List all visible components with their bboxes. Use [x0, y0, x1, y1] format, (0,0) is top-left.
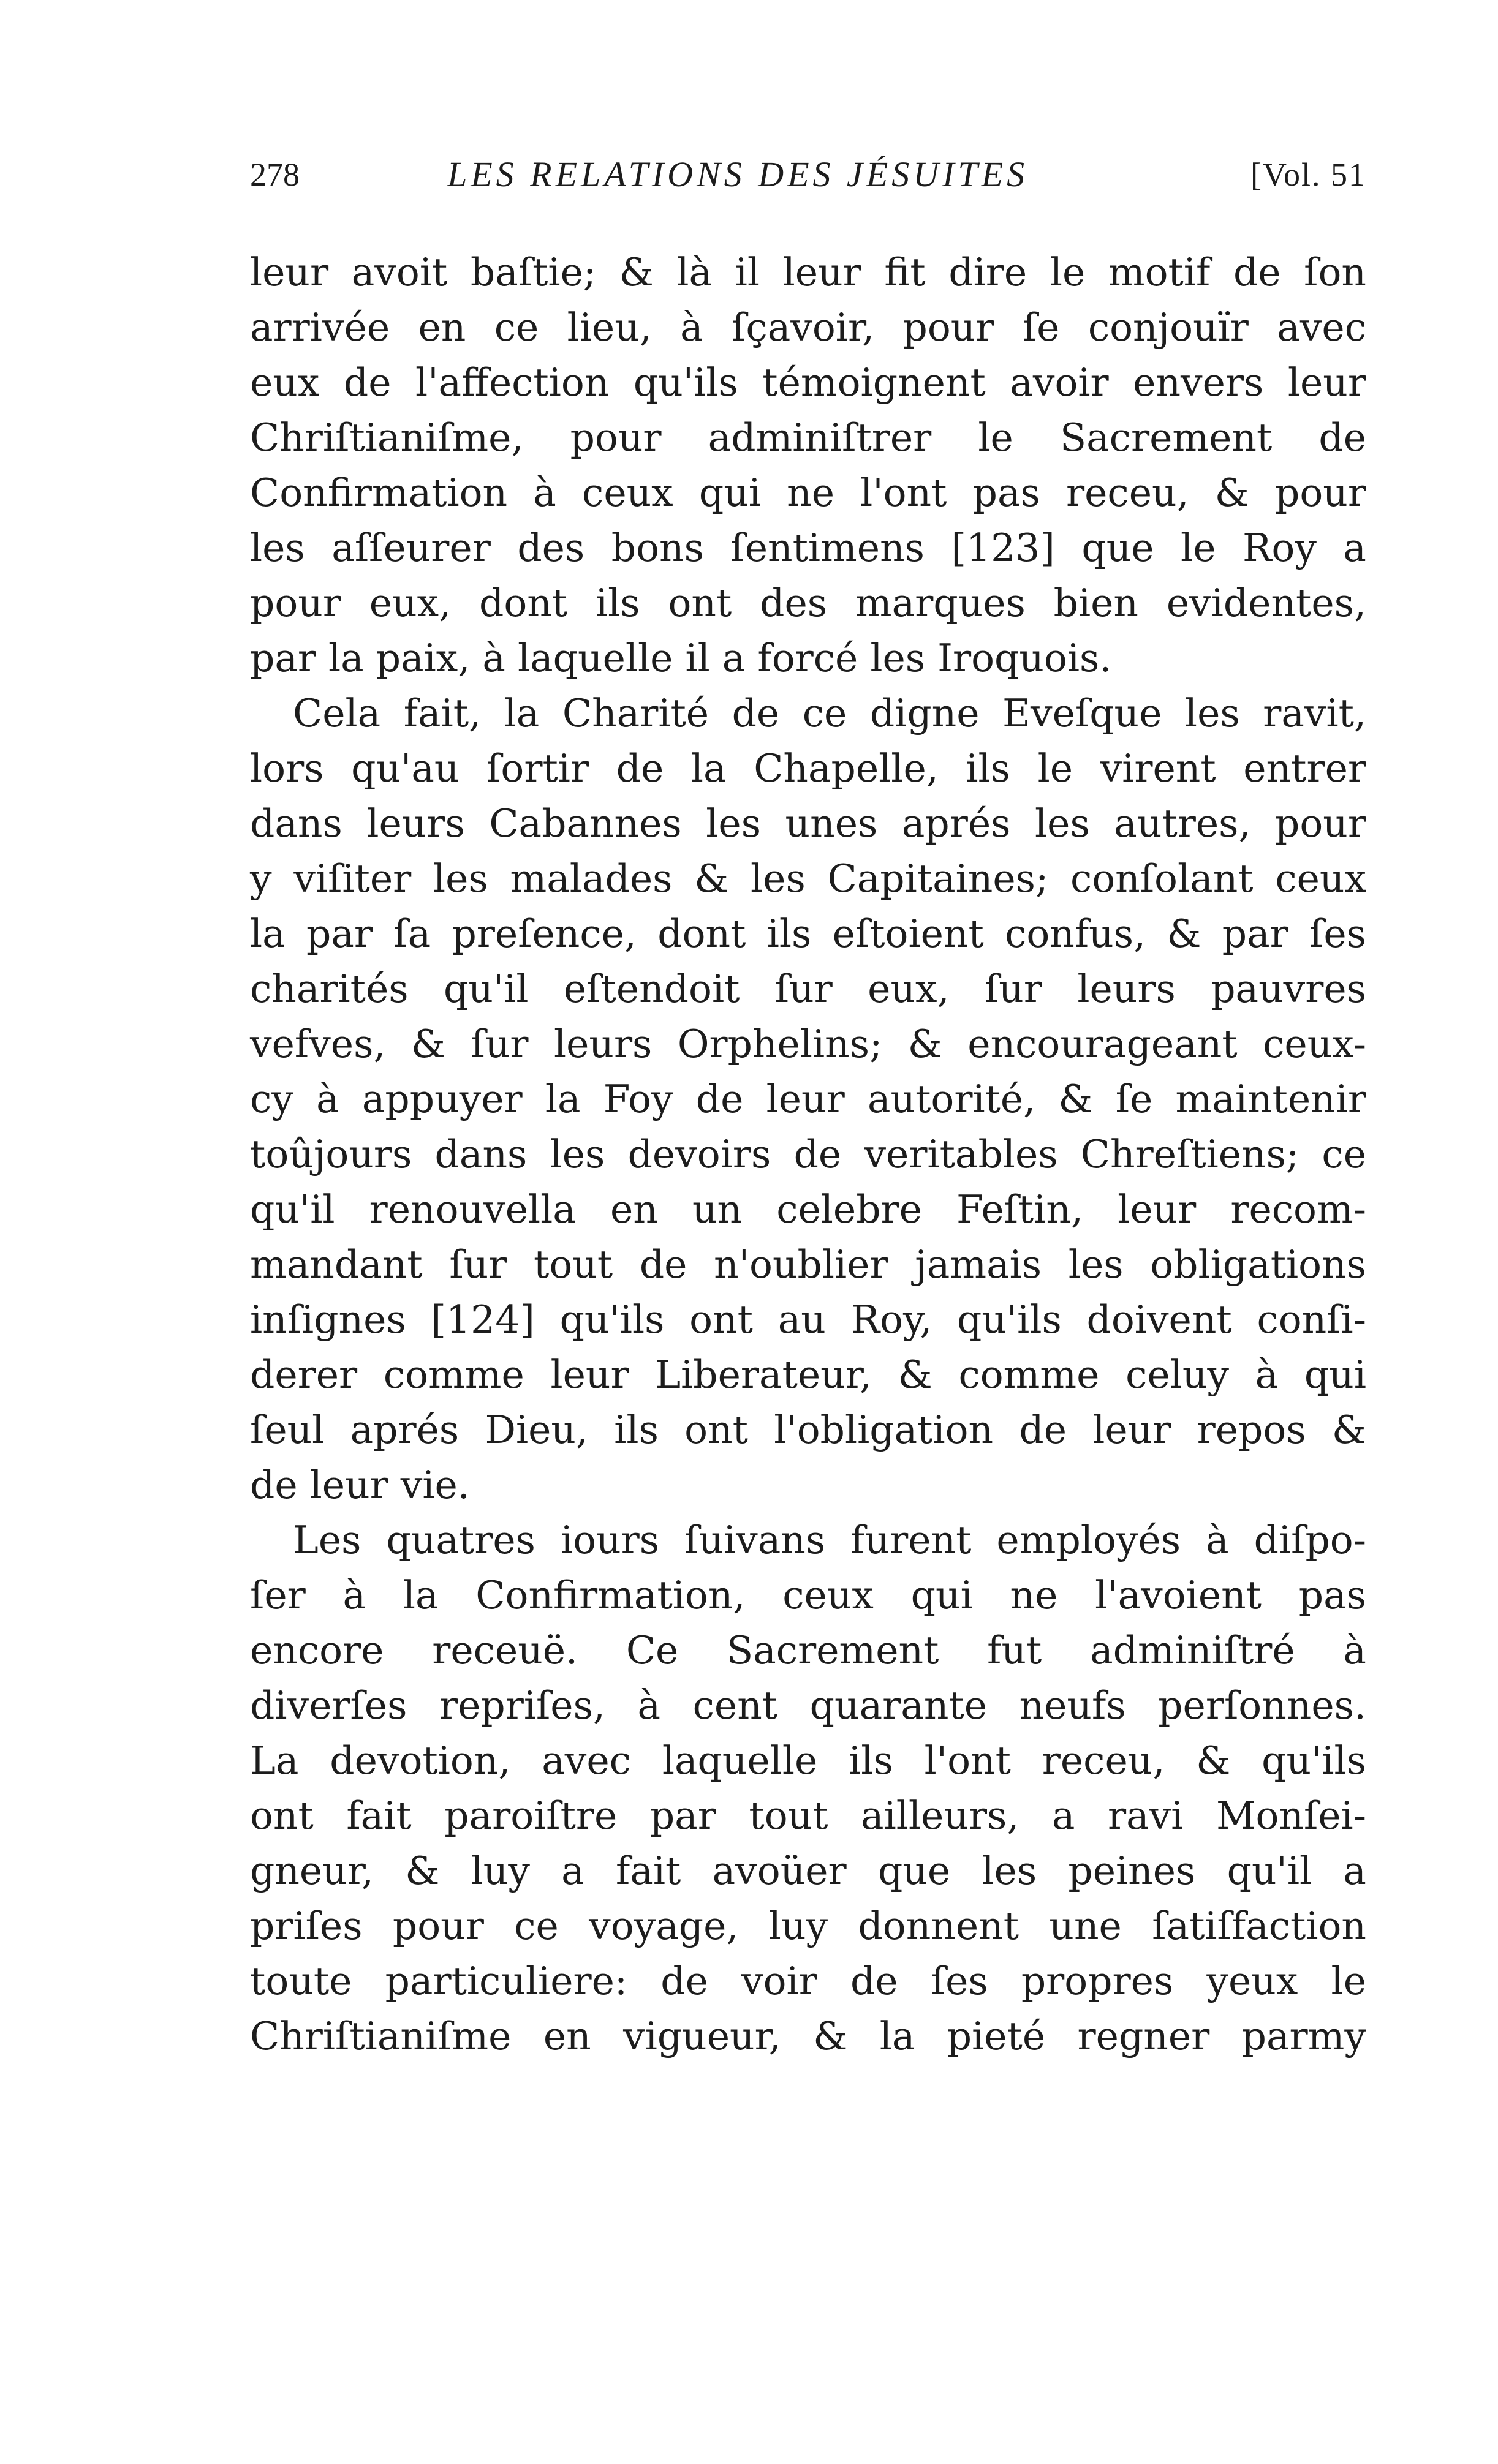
text-line: Chriſtianiſme, pour adminiſtrer le Sacrement de: [250, 415, 1366, 460]
text-line: vefves, & ſur leurs Orphelins; & encourageant ceux-: [250, 1022, 1366, 1066]
text-line: pour eux, dont ils ont des marques bien evidentes,: [250, 581, 1366, 625]
text-line: dans leurs Cabannes les unes aprés les autres, pour: [250, 801, 1366, 846]
text-line: par la paix, à laquelle il a forcé les Iroquois.: [250, 636, 1112, 680]
text-line: mandant ſur tout de n'oublier jamais les obligations: [250, 1242, 1366, 1287]
text-line: La devotion, avec laquelle ils l'ont receu, & qu'ils: [250, 1738, 1366, 1783]
text-line: Les quatres iours ſuivans furent employés à diſpo-: [293, 1518, 1366, 1562]
text-line: derer comme leur Liberateur, & comme celuy à qui: [250, 1352, 1366, 1397]
text-line: y viſiter les malades & les Capitaines; conſolant ceux: [250, 856, 1366, 901]
text-line: ſer à la Confirmation, ceux qui ne l'avoient pas: [250, 1573, 1366, 1618]
text-line: ſeul aprés Dieu, ils ont l'obligation de leur repos &: [250, 1407, 1366, 1452]
text-line: toûjours dans les devoirs de veritables Chreſtiens; ce: [250, 1132, 1366, 1177]
text-line: arrivée en ce lieu, à ſçavoir, pour ſe conjouïr avec: [250, 305, 1366, 350]
text-line: toute particuliere: de voir de ſes propres yeux le: [250, 1959, 1366, 2003]
text-line: priſes pour ce voyage, luy donnent une ſatiſfaction: [250, 1904, 1366, 1948]
text-line: leur avoit baſtie; & là il leur fit dire le motif de ſon: [250, 250, 1366, 295]
running-head: [250, 150, 1366, 199]
text-line: Confirmation à ceux qui ne l'ont pas receu, & pour: [250, 470, 1366, 515]
text-line: encore receuë. Ce Sacrement fut adminiſtré à: [250, 1628, 1366, 1673]
text-line: les aſſeurer des bons ſentimens [123] que le Roy a: [250, 526, 1366, 570]
text-line: charités qu'il eſtendoit ſur eux, ſur leurs pauvres: [250, 966, 1366, 1011]
text-line: diverſes repriſes, à cent quarante neufs perſonnes.: [250, 1683, 1366, 1728]
text-line: Cela fait, la Charité de ce digne Eveſque les ravit,: [293, 691, 1366, 736]
text-line: gneur, & luy a fait avoüer que les peines qu'il a: [250, 1848, 1366, 1893]
text-line: inſignes [124] qu'ils ont au Roy, qu'ils doivent conſi-: [250, 1297, 1366, 1342]
running-title: LES RELATIONS DES JÉSUITES: [447, 154, 1029, 194]
text-line: qu'il renouvella en un celebre Feſtin, leur recom-: [250, 1187, 1366, 1232]
volume-label: [Vol. 51: [1250, 156, 1366, 193]
text-line: ont fait paroiſtre par tout ailleurs, a ravi Monſei-: [250, 1793, 1366, 1838]
text-line: lors qu'au ſortir de la Chapelle, ils le virent entrer: [250, 746, 1366, 791]
page-number: 278: [250, 156, 300, 193]
text-line: de leur vie.: [250, 1463, 470, 1507]
text-line: la par ſa preſence, dont ils eſtoient confus, & par ſes: [250, 911, 1366, 956]
text-line: Chriſtianiſme en vigueur, & la pieté regner parmy: [250, 2014, 1366, 2059]
text-line: cy à appuyer la Foy de leur autorité, & ſe maintenir: [250, 1077, 1366, 1121]
text-line: eux de l'affection qu'ils témoignent avoir envers leur: [250, 360, 1366, 405]
body-text: [250, 245, 1366, 2064]
